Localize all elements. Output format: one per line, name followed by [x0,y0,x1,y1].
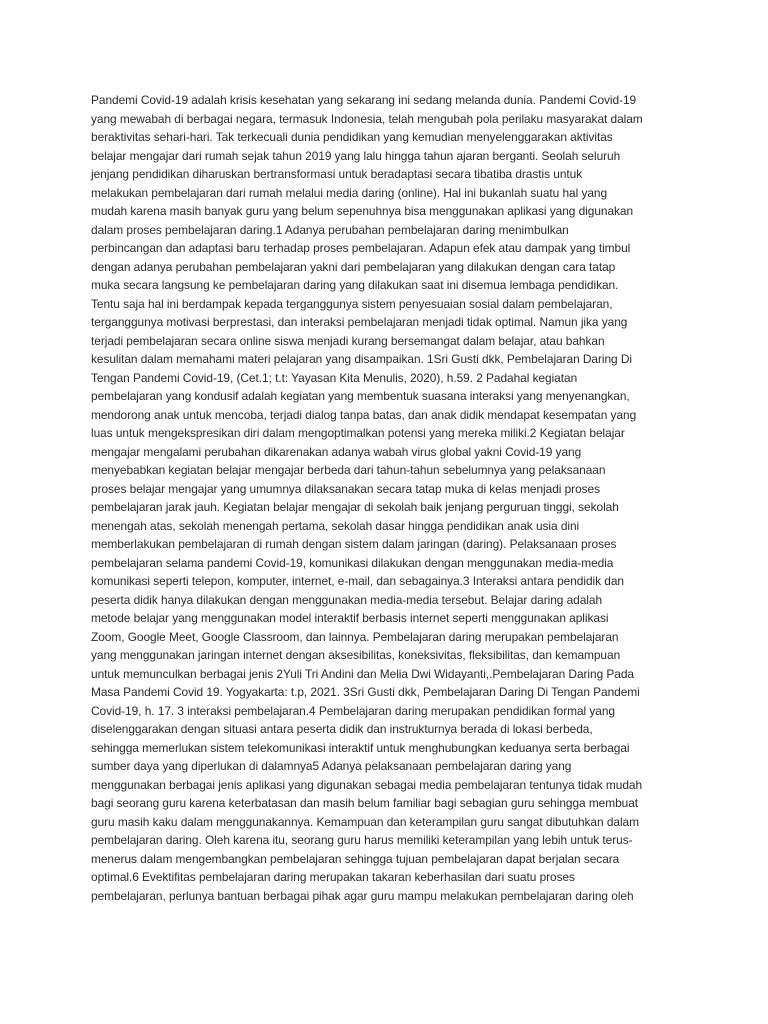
text-line: terganggunya motivasi berprestasi, dan interaksi pembelajaran menjadi tidak optimal. Namun jika yang [91,315,628,329]
text-line: yang mewabah di berbagai negara, termasuk Indonesia, telah mengubah pola perilaku masyarakat dalam [91,111,643,126]
body-paragraph [91,91,681,905]
text-line: Pandemi Covid-19 adalah krisis kesehatan yang sekarang ini sedang melanda dunia. Pandemi Covid-19 [91,93,637,107]
text-line: mengajar mengalami perubahan dikarenakan adanya wabah virus global yakni Covid-19 yang [91,444,582,459]
text-line: mudah karena masih banyak guru yang belum sepenuhnya bisa menggunakan aplikasi yang digunakan [91,204,634,218]
text-line: peserta didik hanya dilakukan dengan menggunakan media-media tersebut. Belajar daring adalah [91,592,603,607]
text-line: komunikasi seperti telepon, komputer, internet, e-mail, dan sebagainya.3 Interaksi antara pendidik dan [91,574,624,588]
text-line: melakukan pembelajaran dari rumah melalui media daring (online). Hal ini bukanlah suatu hal yang [91,185,608,200]
text-line: mendorong anak untuk mencoba, terjadi dialog tanpa batas, dan anak didik mendapat kesempatan yang [91,407,637,422]
text-line: beraktivitas sehari-hari. Tak terkecuali dunia pendidikan yang kemudian menyelenggarakan aktivitas [91,130,613,144]
text-line: Tengan Pandemi Covid-19, (Cet.1; t.t: Yayasan Kita Menulis, 2020), h.59. 2 Padahal kegiatan [91,370,578,385]
text-line: proses belajar mengajar yang umumnya dilaksanakan secara tatap muka di kelas menjadi proses [91,481,601,496]
text-line: belajar mengajar dari rumah sejak tahun 2019 yang lalu hingga tahun ajaran berganti. Seolah seluruh [91,148,621,163]
text-line: luas untuk mengekspresikan diri dalam mengoptimalkan potensi yang mereka miliki.2 Kegiatan belajar [91,426,625,440]
text-line: Tentu saja hal ini berdampak kepada terganggunya sistem penyesuaian sosial dalam pembelajaran, [91,296,613,311]
text-line: kesulitan dalam memahami materi pelajaran yang disampaikan. 1Sri Gusti dkk, Pembelajaran Daring Di [91,352,633,366]
text-line: sehingga memerlukan sistem telekomunikasi interaktif untuk menghubungkan keduanya serta berbagai [91,740,630,755]
text-line: pembelajaran, perlunya bantuan berbagai pihak agar guru mampu melakukan pembelajaran daring oleh [91,888,634,903]
text-line: menggunakan berbagai jenis aplikasi yang digunakan sebagai media pembelajaran tentunya tidak mudah [91,777,643,792]
text-line: menerus dalam mengembangkan pembelajaran sehingga tujuan pembelajaran dapat berjalan secara [91,851,620,866]
text-line: untuk memunculkan berbagai jenis 2Yuli Tri Andini dan Melia Dwi Widayanti,.Pembelajaran Daring Pada [91,666,634,681]
text-line: menyebabkan kegiatan belajar mengajar berbeda dari tahun-tahun sebelumnya yang pelaksanaan [91,463,606,477]
text-line: guru masih kaku dalam menggunakannya. Kemampuan dan keterampilan guru sangat dibutuhkan dalam [91,814,639,829]
text-line: pembelajaran yang kondusif adalah kegiatan yang membentuk suasana interaksi yang menyenangkan, [91,389,630,403]
text-line: Masa Pandemi Covid 19. Yogyakarta: t.p, 2021. 3Sri Gusti dkk, Pembelajaran Daring Di Tengan Pandemi [91,685,640,699]
text-line: Covid-19, h. 17. 3 interaksi pembelajaran.4 Pembelajaran daring merupakan pendidikan formal yang [91,703,615,718]
text-line: memberlakukan pembelajaran di rumah dengan sistem dalam jaringan (daring). Pelaksanaan proses [91,537,617,551]
text-line: Zoom, Google Meet, Google Classroom, dan lainnya. Pembelajaran daring merupakan pembelajaran [91,629,619,644]
text-line: bagi seorang guru karena keterbatasan dan masih belum familiar bagi sebagian guru sehingga membuat [91,796,639,810]
text-line: diselenggarakan dengan situasi antara peserta didik dan instrukturnya berada di lokasi berbeda, [91,722,593,736]
text-line: sumber daya yang diperlukan di dalamnya5 Adanya pelaksanaan pembelajaran daring yang [91,759,572,773]
text-line: perbincangan dan adaptasi baru terhadap proses pembelajaran. Adapun efek atau dampak yang timbul [91,241,631,255]
text-line: jenjang pendidikan diharuskan bertransformasi untuk beradaptasi secara tibatiba drastis untuk [91,167,583,181]
text-line: pembelajaran jarak jauh. Kegiatan belajar mengajar di sekolah baik jenjang perguruan tinggi, sekolah [91,500,619,514]
text-line: metode belajar yang menggunakan model interaktif berbasis internet seperti menggunakan aplikasi [91,611,609,625]
text-line: dengan adanya perubahan pembelajaran yakni dari pembelajaran yang dilakukan dengan cara tatap [91,259,616,274]
text-line: muka secara langsung ke pembelajaran daring yang dilakukan saat ini disemua lembaga pendidikan. [91,278,619,292]
text-line: terjadi pembelajaran secara online siswa menjadi kurang bersemangat dalam belajar, atau bahkan [91,333,605,348]
text-line: menengah atas, sekolah menengah pertama, sekolah dasar hingga pendidikan anak usia dini [91,518,580,533]
text-line: dalam proses pembelajaran daring.1 Adanya perubahan pembelajaran daring menimbulkan [91,222,569,237]
text-line: optimal.6 Evektifitas pembelajaran daring merupakan takaran keberhasilan dari suatu proses [91,870,575,884]
text-line: yang menggunakan jaringan internet dengan aksesibilitas, koneksivitas, fleksibilitas, dan kemampuan [91,648,621,662]
text-line: pembelajaran daring. Oleh karena itu, seorang guru harus memiliki keterampilan yang lebih untuk terus- [91,833,633,847]
text-line: pembelajaran selama pandemi Covid-19, komunikasi dilakukan dengan menggunakan media-media [91,555,614,570]
